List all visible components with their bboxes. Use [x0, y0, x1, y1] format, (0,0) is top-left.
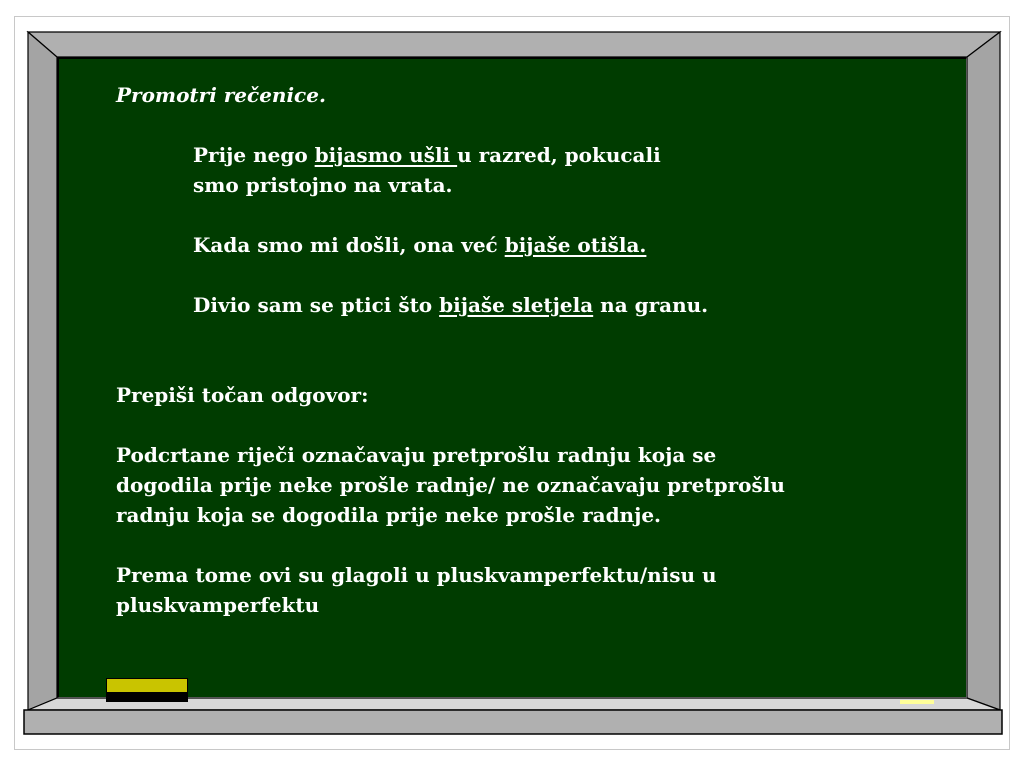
sentence-3-pre: Divio sam se ptici što [193, 293, 440, 317]
answer-2-line-2: pluskvamperfektu [116, 593, 320, 617]
sentence-3-post: na granu. [593, 293, 709, 317]
answer-1-line-1: Podcrtane riječi označavaju pretprošlu radnju koja se [116, 443, 717, 467]
sentence-1-pre: Prije nego [193, 143, 315, 167]
sentence-1-line-2: smo pristojno na vrata. [193, 173, 453, 197]
sentence-2 [193, 230, 936, 260]
eraser-icon [106, 678, 188, 702]
eraser-felt [106, 678, 188, 693]
sentence-1-line-1 [193, 140, 936, 170]
sentence-3 [193, 290, 936, 320]
sentence-3-verb: bijaše sletjela [439, 293, 594, 317]
sentence-2-pre: Kada smo mi došli, ona već [193, 233, 505, 257]
sentence-1-post: u razred, pokucali [457, 143, 661, 167]
instruction: Prepiši točan odgovor: [116, 383, 369, 407]
answer-1-line-3: radnju koja se dogodila prije neke prošle radnje. [116, 503, 662, 527]
sentence-1-verb: bijasmo ušli [314, 143, 458, 167]
chalk-icon [900, 700, 934, 704]
answer-2-line-1: Prema tome ovi su glagoli u pluskvamperfektu/nisu u [116, 563, 717, 587]
heading: Promotri rečenice. [116, 83, 326, 107]
board-text [116, 80, 936, 620]
answer-1-line-2: dogodila prije neke prošle radnje/ ne označavaju pretprošlu [116, 473, 785, 497]
eraser-base [106, 693, 188, 702]
sentence-2-verb: bijaše otišla. [504, 233, 647, 257]
